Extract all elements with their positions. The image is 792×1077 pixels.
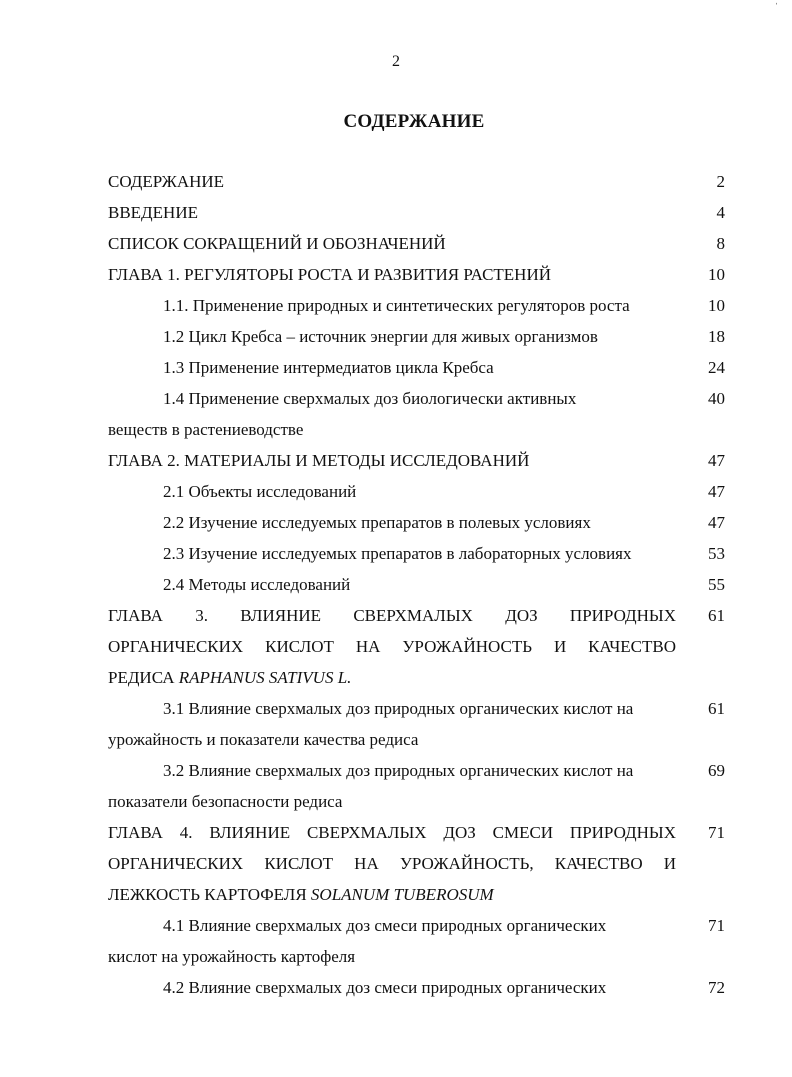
toc-entry[interactable]	[108, 693, 728, 755]
toc-entry-page: 53	[708, 544, 725, 563]
toc-entry[interactable]	[108, 817, 728, 910]
toc-entry-page: 47	[708, 513, 725, 532]
toc-entry-text-line: 4.1 Влияние сверхмалых доз смеси природных органических	[163, 916, 607, 935]
toc-entry[interactable]	[108, 383, 728, 445]
toc-entry-page: 10	[708, 296, 725, 315]
toc-entry-page: 10	[708, 265, 725, 284]
toc-entry-page: 71	[708, 823, 725, 842]
toc-entry-text-line	[108, 879, 676, 910]
toc-entry[interactable]	[108, 166, 728, 197]
toc-entry-text-line: показатели безопасности редиса	[108, 792, 343, 811]
toc-entry[interactable]	[108, 910, 728, 972]
toc-entry-text: 2.2 Изучение исследуемых препаратов в полевых условиях	[163, 513, 591, 532]
toc-entry-page: 47	[708, 482, 725, 501]
toc-entry-text-part: ЛЕЖКОСТЬ КАРТОФЕЛЯ	[108, 885, 311, 904]
toc-entry-page: 8	[716, 234, 725, 253]
toc-entry[interactable]	[108, 755, 728, 817]
toc-entry-page: 72	[708, 978, 725, 997]
toc-entry-text: 2.1 Объекты исследований	[163, 482, 357, 501]
toc-entry-page: 24	[708, 358, 725, 377]
toc-entry-text-part: РЕДИСА	[108, 668, 179, 687]
toc-entry-text: 2.4 Методы исследований	[163, 575, 351, 594]
toc-entry-text-line: ГЛАВА 3. ВЛИЯНИЕ СВЕРХМАЛЫХ ДОЗ ПРИРОДНЫХ	[108, 606, 676, 625]
toc-entry-text-line: ОРГАНИЧЕСКИХ КИСЛОТ НА УРОЖАЙНОСТЬ, КАЧЕСТВО И	[108, 854, 676, 873]
toc-entry[interactable]	[108, 507, 728, 538]
toc-entry[interactable]	[108, 538, 728, 569]
toc-entry-text-line: урожайность и показатели качества редиса	[108, 730, 419, 749]
page-number: 2	[392, 53, 400, 70]
toc-entry[interactable]	[108, 352, 728, 383]
toc-entry-page: 47	[708, 451, 725, 470]
toc-entry[interactable]	[108, 972, 728, 1003]
toc-entry-text-line: кислот на урожайность картофеля	[108, 947, 356, 966]
toc-entry[interactable]	[108, 445, 728, 476]
toc-entry-text: ГЛАВА 2. МАТЕРИАЛЫ И МЕТОДЫ ИССЛЕДОВАНИЙ	[108, 451, 530, 470]
toc-entry[interactable]	[108, 600, 728, 693]
toc-entry-text: 4.2 Влияние сверхмалых доз смеси природных органических	[163, 978, 607, 997]
toc-entry-text-line	[108, 662, 676, 693]
toc-entry-latin-name: SOLANUM TUBEROSUM	[310, 885, 494, 904]
toc-entry-latin-name: RAPHANUS SATIVUS L.	[178, 668, 352, 687]
toc-entry[interactable]	[108, 476, 728, 507]
toc-entry-page: 4	[716, 203, 725, 222]
toc-entry-page: 18	[708, 327, 725, 346]
toc-entry-text-line: ГЛАВА 4. ВЛИЯНИЕ СВЕРХМАЛЫХ ДОЗ СМЕСИ ПРИРОДНЫХ	[108, 823, 676, 842]
page-title: СОДЕРЖАНИЕ	[343, 111, 485, 132]
toc-entry-text: ВВЕДЕНИЕ	[108, 203, 198, 222]
page-corner-mark: ˈ	[774, 2, 778, 13]
toc-entry-text-line: ОРГАНИЧЕСКИХ КИСЛОТ НА УРОЖАЙНОСТЬ И КАЧЕСТВО	[108, 637, 676, 656]
toc-entry-text: СПИСОК СОКРАЩЕНИЙ И ОБОЗНАЧЕНИЙ	[108, 234, 446, 253]
toc-entry[interactable]	[108, 197, 728, 228]
toc-entry-text-line: 3.2 Влияние сверхмалых доз природных органических кислот на	[163, 761, 634, 780]
toc-entry-text: 1.1. Применение природных и синтетических регуляторов роста	[163, 296, 630, 315]
toc-entry-text-line: 1.4 Применение сверхмалых доз биологически активных	[163, 389, 577, 408]
toc-entry-text: 2.3 Изучение исследуемых препаратов в лабораторных условиях	[163, 544, 632, 563]
toc-entry-page: 61	[708, 699, 725, 718]
toc-entry-text-line: 3.1 Влияние сверхмалых доз природных органических кислот на	[163, 699, 634, 718]
toc-entry-page: 61	[708, 606, 725, 625]
toc-entry-page: 40	[708, 389, 725, 408]
toc-entry-text-line: веществ в растениеводстве	[108, 420, 304, 439]
toc-entry-text: ГЛАВА 1. РЕГУЛЯТОРЫ РОСТА И РАЗВИТИЯ РАСТЕНИЙ	[108, 265, 552, 284]
toc-entry-page: 71	[708, 916, 725, 935]
toc-entry[interactable]	[108, 569, 728, 600]
toc-entry[interactable]	[108, 259, 728, 290]
toc-entry-text: 1.2 Цикл Кребса – источник энергии для живых организмов	[163, 327, 598, 346]
toc-entry-page: 2	[716, 172, 725, 191]
toc-entry-text: СОДЕРЖАНИЕ	[108, 172, 225, 191]
toc-entry[interactable]	[108, 290, 728, 321]
table-of-contents	[108, 166, 728, 1003]
toc-entry[interactable]	[108, 228, 728, 259]
toc-entry-page: 69	[708, 761, 725, 780]
toc-entry-page: 55	[708, 575, 725, 594]
toc-entry[interactable]	[108, 321, 728, 352]
toc-entry-text: 1.3 Применение интермедиатов цикла Кребса	[163, 358, 494, 377]
